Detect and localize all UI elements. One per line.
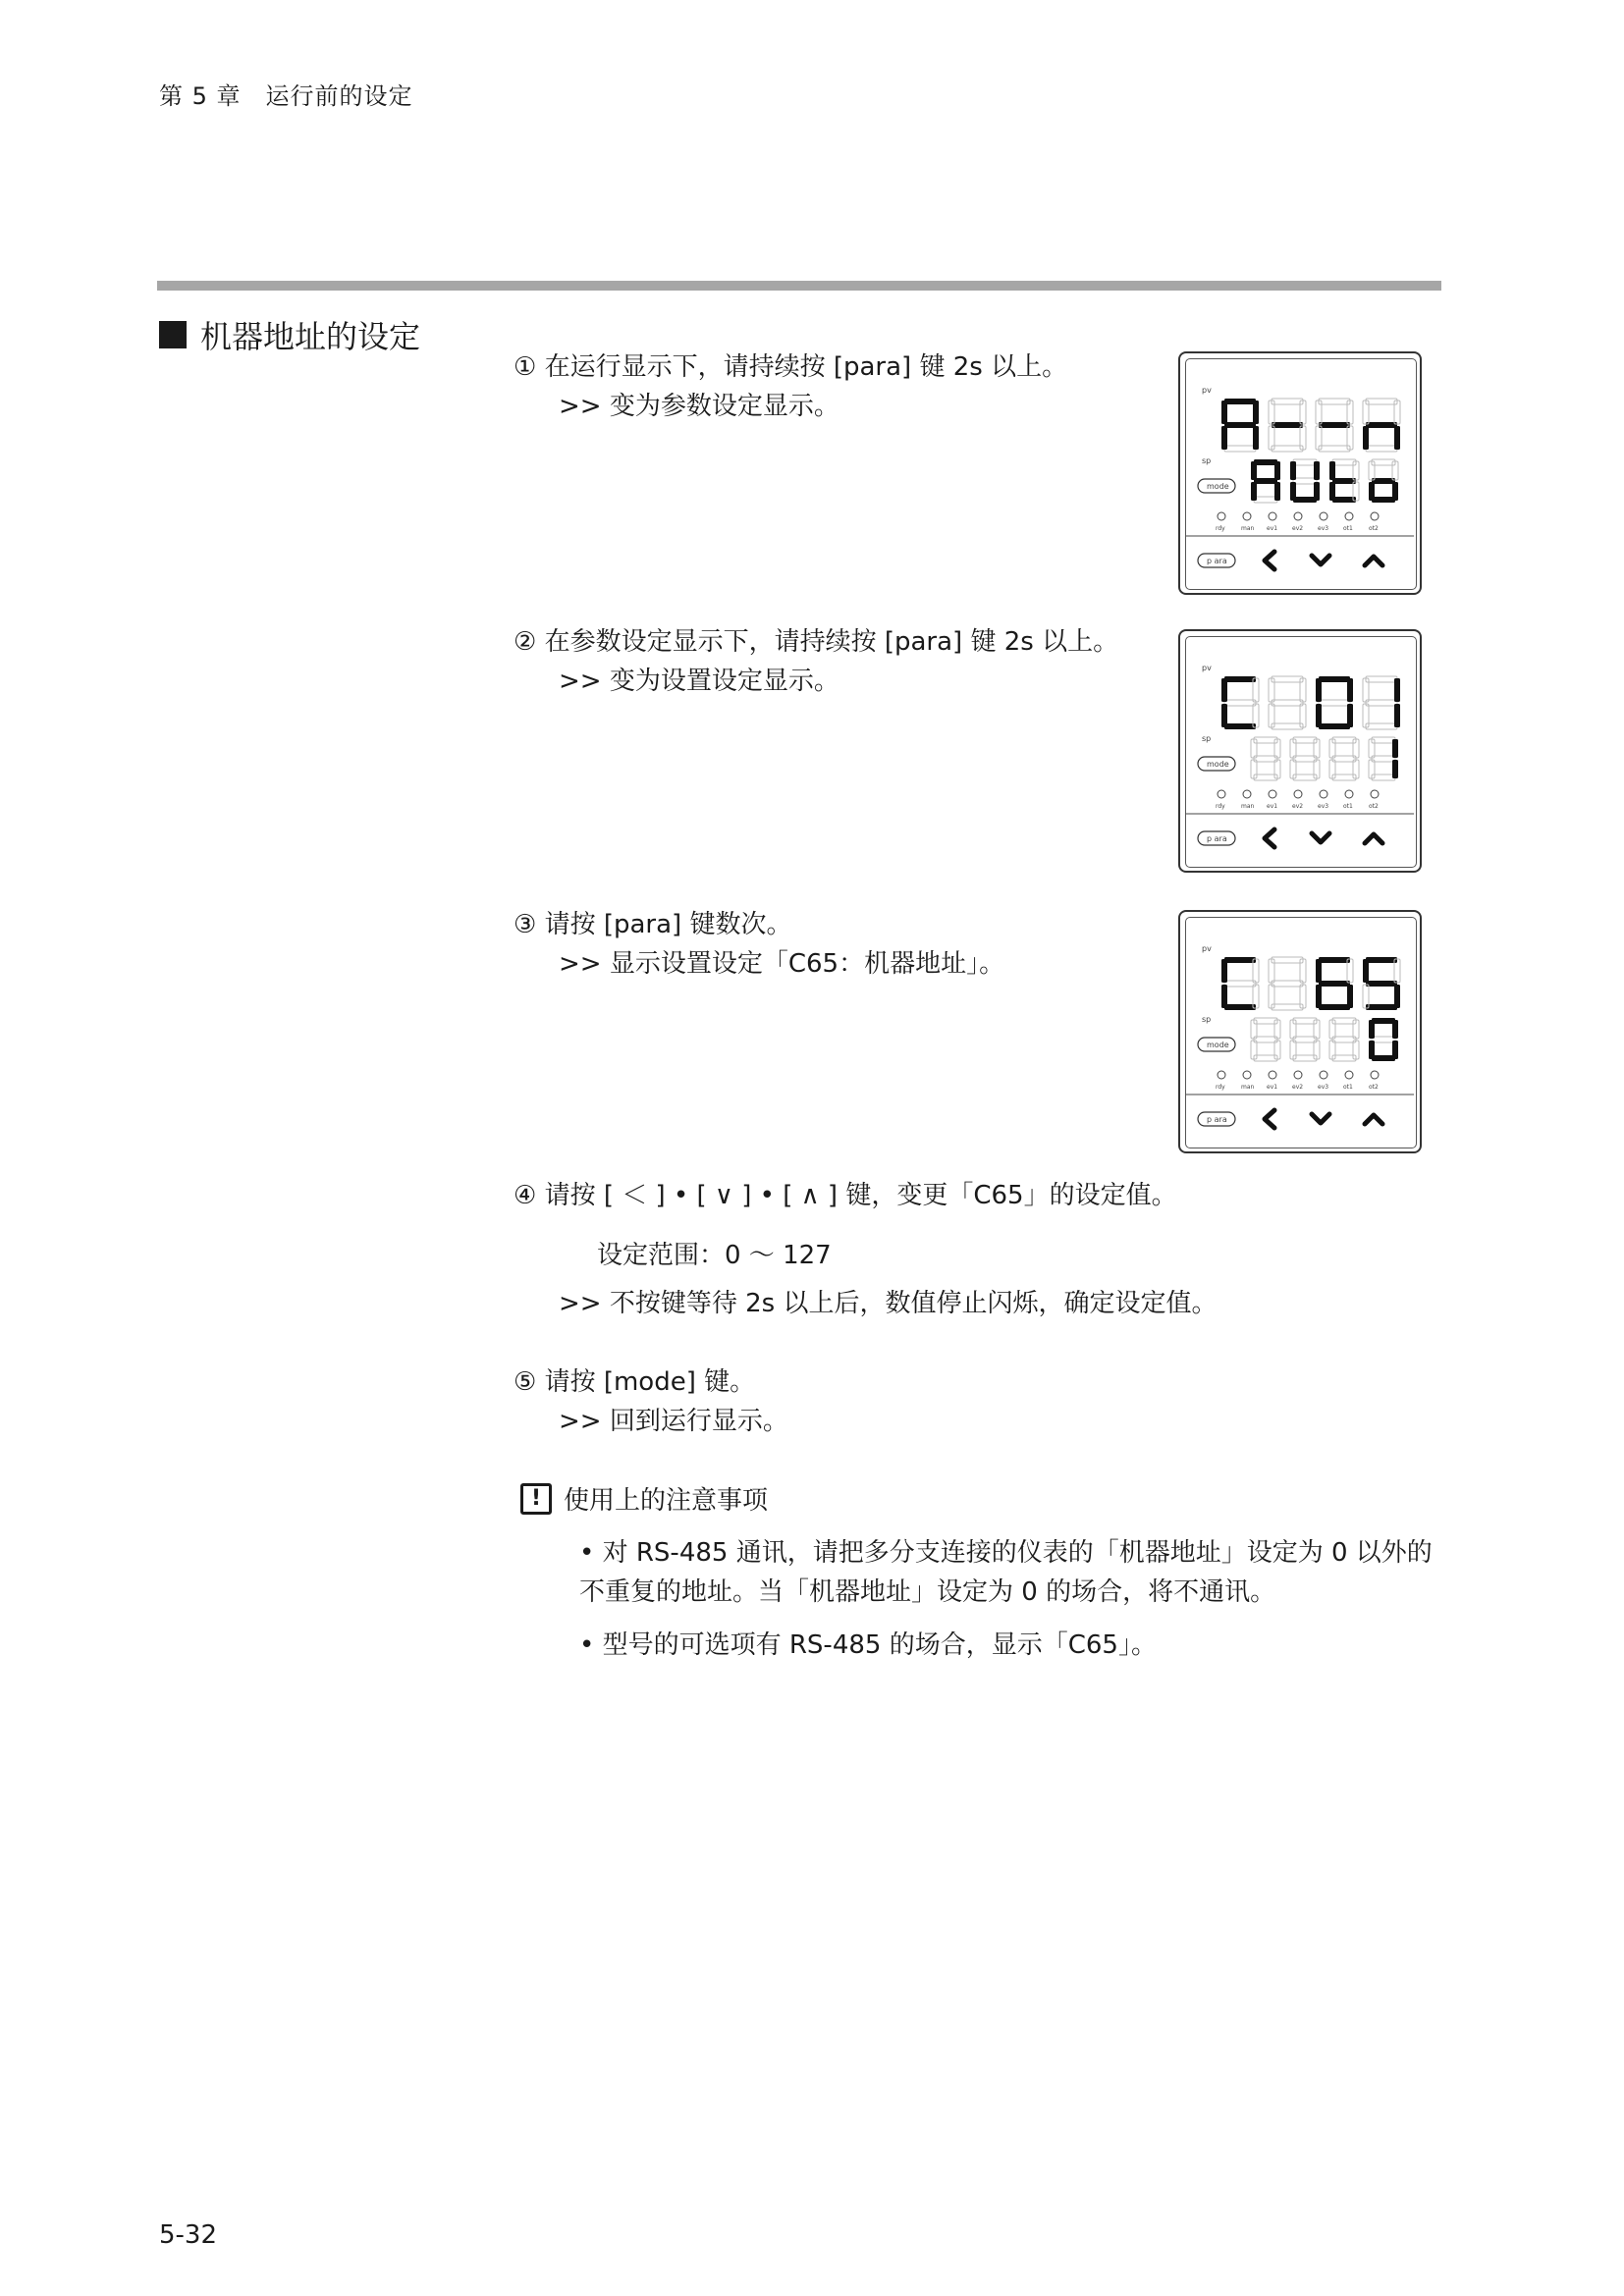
lit-segment: [1316, 959, 1322, 983]
up-arrow-icon: [1365, 1115, 1382, 1124]
led-label: ev3: [1318, 1084, 1329, 1091]
lit-segment: [1363, 426, 1369, 450]
unlit-segment: [1332, 756, 1356, 762]
lit-segment: [1221, 959, 1227, 983]
led-indicator: [1320, 512, 1327, 520]
led-indicator: [1243, 512, 1251, 520]
unlit-segment: [1254, 497, 1277, 503]
led-label: ev2: [1292, 1084, 1304, 1091]
lit-segment: [1221, 678, 1227, 702]
lit-segment: [1394, 678, 1400, 702]
section-heading: [159, 312, 420, 357]
caution-bullet: • 型号的可选项有 RS-485 的场合，显示「C65」。: [579, 1630, 1157, 1660]
lit-segment: [1366, 1004, 1397, 1010]
left-arrow-icon: [1265, 552, 1274, 569]
led-indicator: [1269, 1071, 1276, 1079]
up-arrow-icon: [1365, 557, 1382, 565]
exclamation-icon: !: [520, 1483, 552, 1515]
unlit-segment: [1272, 676, 1303, 682]
lit-segment: [1392, 1041, 1398, 1059]
lit-segment: [1253, 426, 1259, 450]
down-arrow-icon: [1312, 556, 1329, 564]
led-label: ev2: [1292, 803, 1304, 810]
sp-label: sp: [1202, 734, 1212, 743]
step-result: >> 回到运行显示。: [559, 1407, 788, 1436]
mode-button-label: mode: [1207, 760, 1229, 769]
panel-drawing: [1180, 631, 1420, 871]
unlit-segment: [1293, 774, 1317, 780]
lit-segment: [1314, 482, 1320, 501]
unlit-segment: [1254, 1018, 1277, 1024]
lit-segment: [1392, 760, 1398, 778]
unlit-segment: [1272, 700, 1303, 706]
unlit-segment: [1272, 723, 1303, 729]
unlit-segment: [1332, 1055, 1356, 1061]
unlit-segment: [1372, 756, 1395, 762]
led-label: ot2: [1369, 1084, 1379, 1091]
controller-display-panel: [1178, 910, 1422, 1153]
lit-segment: [1329, 461, 1335, 480]
led-indicator: [1218, 1071, 1225, 1079]
lit-segment: [1366, 957, 1397, 963]
led-indicator: [1218, 790, 1225, 798]
lit-segment: [1316, 985, 1322, 1008]
lit-segment: [1254, 478, 1277, 484]
led-label: rdy: [1216, 803, 1225, 810]
led-label: man: [1241, 803, 1255, 810]
lit-segment: [1347, 678, 1353, 702]
unlit-segment: [1272, 446, 1303, 452]
led-indicator: [1269, 790, 1276, 798]
lit-segment: [1290, 482, 1296, 501]
led-indicator: [1269, 512, 1276, 520]
unlit-segment: [1366, 676, 1397, 682]
step-5: [514, 1362, 788, 1441]
step-result: >> 不按键等待 2s 以上后，数值停止闪烁，确定设定值。: [559, 1289, 1218, 1318]
led-label: man: [1241, 525, 1255, 532]
lit-segment: [1221, 704, 1227, 727]
mode-button-label: mode: [1207, 482, 1229, 491]
lit-segment: [1314, 461, 1320, 480]
step-result: >> 显示设置设定「C65：机器地址」。: [559, 949, 1005, 979]
section-divider: [157, 281, 1441, 291]
unlit-segment: [1254, 737, 1277, 743]
led-label: ot1: [1343, 1084, 1353, 1091]
sp-label: sp: [1202, 1015, 1212, 1024]
lit-segment: [1319, 957, 1350, 963]
unlit-segment: [1366, 446, 1397, 452]
led-label: ot1: [1343, 525, 1353, 532]
lit-segment: [1290, 461, 1296, 480]
step-result: >> 变为参数设定显示。: [559, 392, 839, 421]
unlit-segment: [1224, 446, 1256, 452]
lit-segment: [1221, 985, 1227, 1008]
unlit-segment: [1254, 1055, 1277, 1061]
unlit-segment: [1224, 981, 1256, 987]
lit-segment: [1369, 1020, 1375, 1039]
lit-segment: [1253, 400, 1259, 424]
lit-segment: [1372, 497, 1395, 503]
lit-segment: [1224, 1004, 1256, 1010]
led-indicator: [1320, 790, 1327, 798]
unlit-segment: [1272, 957, 1303, 963]
unlit-segment: [1332, 737, 1356, 743]
unlit-segment: [1319, 446, 1350, 452]
led-indicator: [1345, 1071, 1353, 1079]
step-text: ① 在运行显示下，请持续按 [para] 键 2s 以上。: [514, 352, 1068, 382]
lit-segment: [1392, 482, 1398, 501]
square-bullet-icon: [159, 321, 187, 348]
lit-segment: [1347, 985, 1353, 1008]
lit-segment: [1366, 981, 1397, 987]
led-indicator: [1345, 512, 1353, 520]
lit-segment: [1369, 1041, 1375, 1059]
led-indicator: [1294, 512, 1302, 520]
unlit-segment: [1372, 459, 1395, 465]
unlit-segment: [1293, 1018, 1317, 1024]
sp-label: sp: [1202, 456, 1212, 465]
lit-segment: [1372, 1055, 1395, 1061]
caution-bullet: • 对 RS-485 通讯，请把多分支连接的仪表的「机器地址」设定为 0 以外的不重复的地址。当「机器地址」设定为 0 的场合，将不通讯。: [579, 1538, 1433, 1607]
step-4: [514, 1176, 1177, 1215]
up-arrow-icon: [1365, 834, 1382, 843]
caution-title: 使用上的注意事项: [564, 1486, 769, 1516]
unlit-segment: [1372, 1037, 1395, 1042]
led-indicator: [1371, 790, 1379, 798]
controller-display-panel: [1178, 629, 1422, 873]
led-label: ev3: [1318, 803, 1329, 810]
lit-segment: [1332, 478, 1356, 484]
setting-range: 设定范围：0 ～ 127: [597, 1241, 832, 1270]
lit-segment: [1319, 422, 1350, 428]
led-indicator: [1371, 512, 1379, 520]
unlit-segment: [1366, 700, 1397, 706]
lit-segment: [1224, 422, 1256, 428]
unlit-segment: [1319, 700, 1350, 706]
lit-segment: [1394, 426, 1400, 450]
unlit-segment: [1272, 981, 1303, 987]
step-1: [514, 347, 1067, 426]
lit-segment: [1224, 723, 1256, 729]
panel-drawing: [1180, 912, 1420, 1151]
left-arrow-icon: [1265, 829, 1274, 847]
unlit-segment: [1293, 737, 1317, 743]
led-label: ot2: [1369, 803, 1379, 810]
led-label: ev3: [1318, 525, 1329, 532]
lit-segment: [1224, 676, 1256, 682]
led-indicator: [1294, 790, 1302, 798]
pv-label: pv: [1202, 664, 1212, 672]
lit-segment: [1254, 459, 1277, 465]
down-arrow-icon: [1312, 1114, 1329, 1123]
down-arrow-icon: [1312, 833, 1329, 842]
mode-button-label: mode: [1207, 1041, 1229, 1049]
panel-drawing: [1180, 353, 1420, 593]
step-text: ④ 请按 [ ＜ ] • [ ∨ ] • [ ∧ ] 键，变更「C65」的设定值。: [514, 1181, 1177, 1210]
led-indicator: [1371, 1071, 1379, 1079]
lit-segment: [1372, 478, 1395, 484]
unlit-segment: [1293, 478, 1317, 484]
pv-label: pv: [1202, 386, 1212, 395]
para-button-label: p ara: [1207, 557, 1227, 565]
para-button-label: p ara: [1207, 1115, 1227, 1124]
led-label: ot2: [1369, 525, 1379, 532]
led-label: ev1: [1267, 1084, 1278, 1091]
unlit-segment: [1293, 756, 1317, 762]
unlit-segment: [1224, 700, 1256, 706]
lit-segment: [1274, 482, 1280, 501]
step-result: >> 变为设置设定显示。: [559, 667, 839, 696]
left-arrow-icon: [1265, 1110, 1274, 1128]
lit-segment: [1224, 957, 1256, 963]
lit-segment: [1251, 461, 1257, 480]
lit-segment: [1392, 1020, 1398, 1039]
step-text: ③ 请按 [para] 键数次。: [514, 910, 792, 939]
controller-display-panel: [1178, 351, 1422, 595]
led-label: ev1: [1267, 803, 1278, 810]
lit-segment: [1319, 1004, 1350, 1010]
step-4-result: [514, 1284, 1217, 1323]
lit-segment: [1372, 1018, 1395, 1024]
unlit-segment: [1254, 774, 1277, 780]
lit-segment: [1392, 739, 1398, 758]
lit-segment: [1332, 497, 1356, 503]
led-label: ev2: [1292, 525, 1304, 532]
para-button-label: p ara: [1207, 834, 1227, 843]
unlit-segment: [1366, 723, 1397, 729]
lit-segment: [1316, 704, 1322, 727]
unlit-segment: [1366, 399, 1397, 404]
lit-segment: [1363, 959, 1369, 983]
led-label: ot1: [1343, 803, 1353, 810]
led-label: rdy: [1216, 1084, 1225, 1091]
step-3: [514, 905, 1004, 984]
lit-segment: [1347, 704, 1353, 727]
unlit-segment: [1272, 1004, 1303, 1010]
unlit-segment: [1332, 459, 1356, 465]
lit-segment: [1251, 482, 1257, 501]
lit-segment: [1394, 704, 1400, 727]
lit-segment: [1272, 422, 1303, 428]
led-label: ev1: [1267, 525, 1278, 532]
lit-segment: [1221, 426, 1227, 450]
unlit-segment: [1254, 1037, 1277, 1042]
unlit-segment: [1319, 399, 1350, 404]
unlit-segment: [1293, 1055, 1317, 1061]
lit-segment: [1394, 985, 1400, 1008]
pv-label: pv: [1202, 944, 1212, 953]
unlit-segment: [1293, 459, 1317, 465]
lit-segment: [1319, 723, 1350, 729]
led-indicator: [1345, 790, 1353, 798]
lit-segment: [1319, 981, 1350, 987]
lit-segment: [1224, 399, 1256, 404]
lit-segment: [1369, 482, 1375, 501]
led-indicator: [1294, 1071, 1302, 1079]
led-indicator: [1320, 1071, 1327, 1079]
led-indicator: [1243, 790, 1251, 798]
unlit-segment: [1332, 1018, 1356, 1024]
lit-segment: [1329, 482, 1335, 501]
lit-segment: [1221, 400, 1227, 424]
chapter-header: 第 5 章 运行前的设定: [159, 82, 413, 110]
unlit-segment: [1332, 1037, 1356, 1042]
step-2: [514, 622, 1118, 701]
page-number: 5-32: [159, 2220, 218, 2250]
step-text: ⑤ 请按 [mode] 键。: [514, 1367, 756, 1397]
unlit-segment: [1372, 774, 1395, 780]
unlit-segment: [1372, 737, 1395, 743]
caution-heading: [520, 1480, 768, 1517]
section-title: 机器地址的设定: [200, 318, 421, 355]
lit-segment: [1319, 676, 1350, 682]
unlit-segment: [1254, 756, 1277, 762]
lit-segment: [1316, 678, 1322, 702]
lit-segment: [1293, 497, 1317, 503]
lit-segment: [1366, 422, 1397, 428]
led-label: rdy: [1216, 525, 1225, 532]
lit-segment: [1274, 461, 1280, 480]
unlit-segment: [1293, 1037, 1317, 1042]
unlit-segment: [1332, 774, 1356, 780]
unlit-segment: [1272, 399, 1303, 404]
led-indicator: [1218, 512, 1225, 520]
led-label: man: [1241, 1084, 1255, 1091]
step-text: ② 在参数设定显示下，请持续按 [para] 键 2s 以上。: [514, 627, 1119, 657]
led-indicator: [1243, 1071, 1251, 1079]
